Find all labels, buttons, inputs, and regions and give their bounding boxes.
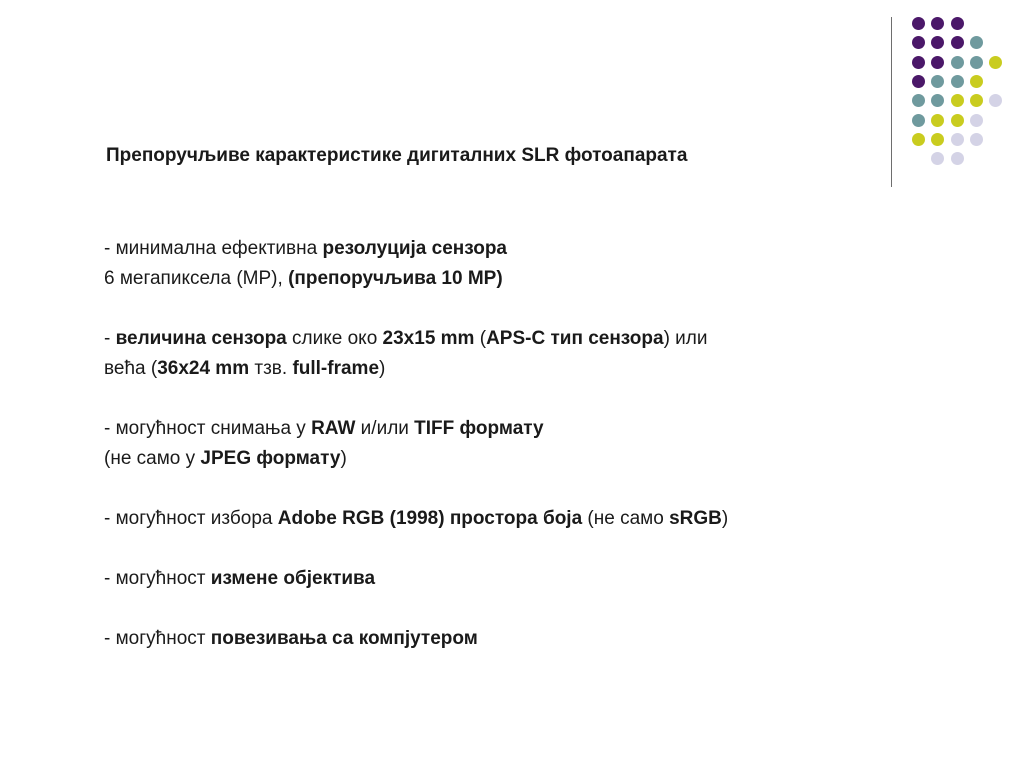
decoration-dot [970, 56, 983, 69]
decoration-dot [912, 56, 925, 69]
bullet-line [104, 564, 984, 594]
decoration-dot [912, 133, 925, 146]
bold-text: Adobe RGB (1998) простора боја [277, 508, 583, 529]
bullet-item [104, 324, 984, 384]
bold-text: full-frame [292, 358, 380, 379]
slide-title: Препоручљиве карактеристике дигиталних SLR фотоапарата [106, 145, 688, 166]
text: ) [721, 508, 729, 529]
text: - могућност [104, 628, 211, 649]
decoration-dot [912, 94, 925, 107]
decoration-dot [951, 17, 964, 30]
bold-text: величина сензора [115, 328, 287, 349]
bullet-line [104, 624, 984, 654]
bullet-line [104, 264, 984, 294]
text: ) или [663, 328, 708, 349]
decoration-dot [931, 75, 944, 88]
bold-text: измене објектива [210, 568, 376, 589]
bullet-item [104, 624, 984, 654]
bold-text: повезивања са компјутером [210, 628, 478, 649]
decoration-dot [912, 36, 925, 49]
bold-text: RAW [311, 418, 356, 439]
decoration-dot [989, 56, 1002, 69]
decoration-dot [970, 94, 983, 107]
bold-text: 36x24 mm [157, 358, 250, 379]
decoration-dot [912, 17, 925, 30]
bullet-item [104, 504, 984, 534]
decoration-dot [931, 114, 944, 127]
bullet-spacer [104, 294, 984, 324]
slide-body [104, 234, 984, 654]
bullet-line [104, 414, 984, 444]
bullet-line [104, 234, 984, 264]
decoration-dot [951, 75, 964, 88]
text: (не само у [104, 448, 201, 469]
bullet-spacer [104, 474, 984, 504]
decoration-dot [931, 94, 944, 107]
text: и/или [355, 418, 415, 439]
text: ( [474, 328, 487, 349]
text: - могућност [104, 568, 211, 589]
decoration-dot [951, 36, 964, 49]
decoration-dot [931, 36, 944, 49]
bold-text: sRGB [669, 508, 722, 529]
text: - могућност избора [104, 508, 278, 529]
decoration-dot [951, 56, 964, 69]
decoration-dot [970, 133, 983, 146]
text: ) [379, 358, 386, 379]
text: - минимална ефективна [104, 238, 323, 259]
bold-text: 23x15 mm [382, 328, 475, 349]
decoration-dot [931, 133, 944, 146]
text: тзв. [249, 358, 293, 379]
bullet-line [104, 504, 984, 534]
decoration-dot [931, 152, 944, 165]
text: - могућност снимања у [104, 418, 312, 439]
text: 6 мегапиксела (MP), [104, 268, 289, 289]
bullet-line [104, 444, 984, 474]
bullet-spacer [104, 384, 984, 414]
text: - [104, 328, 116, 349]
bold-text: APS-C тип сензора [486, 328, 664, 349]
decoration-dot [931, 56, 944, 69]
decoration-dot [951, 114, 964, 127]
text: већа ( [104, 358, 158, 379]
decoration-dot [970, 75, 983, 88]
decoration-dot [951, 94, 964, 107]
text: ) [340, 448, 347, 469]
decoration-dot [970, 114, 983, 127]
decoration-dot [951, 152, 964, 165]
bullet-spacer [104, 594, 984, 624]
bullet-spacer [104, 534, 984, 564]
bullet-line [104, 324, 984, 354]
decoration-dot [951, 133, 964, 146]
bold-text: JPEG формату [200, 448, 341, 469]
decoration-dot [931, 17, 944, 30]
bold-text: резолуција сензора [322, 238, 507, 259]
bullet-item [104, 414, 984, 474]
bullet-item [104, 234, 984, 294]
bullet-line [104, 354, 984, 384]
decoration-dot [912, 75, 925, 88]
bold-text: (препоручљива 10 MP) [288, 268, 503, 289]
title-divider-line [891, 17, 892, 187]
text: (не само [582, 508, 670, 529]
text: слике око [286, 328, 383, 349]
bullet-item [104, 564, 984, 594]
decoration-dot [970, 36, 983, 49]
decoration-dot [912, 114, 925, 127]
bold-text: TIFF формату [414, 418, 544, 439]
decoration-dot [989, 94, 1002, 107]
